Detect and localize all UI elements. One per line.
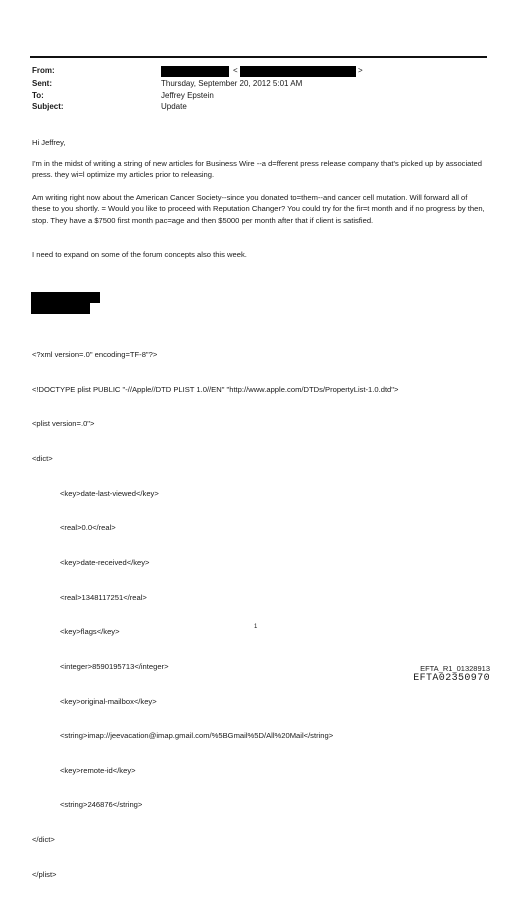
plist-doctype: <!DOCTYPE plist PUBLIC "-//Apple//DTD PLIST 1.0//EN" "http://www.apple.com/DTDs/PropertyList-1.0.dtd"> [32, 384, 399, 394]
body-paragraph-3: I need to expand on some of the forum concepts also this week. [32, 250, 247, 259]
dict-entry: <key>date-received</key> [60, 557, 150, 567]
dict-entry: <key>original-mailbox</key> [60, 696, 157, 706]
sent-value: Thursday, September 20, 2012 5:01 AM [161, 79, 303, 88]
greeting: Hi Jeffrey, [32, 138, 66, 147]
sent-label: Sent: [32, 79, 52, 88]
bates-number-primary: EFTA_R1_01328913 [420, 664, 490, 673]
dict-entry: <key>remote-id</key> [60, 765, 136, 775]
body-paragraph-2: Am writing right now about the American Cancer Society--since you donated to=them--and cancer cell mutation. Will forward all of these to you shortly. = Would you like to proceed with Reputation Changer? You could try for the fir=t month and if no progress by then, stop. They have a $7500 first month pac=age and then $5000 per month after that if client is satisfied. [32, 193, 485, 225]
from-close-bracket: > [358, 66, 363, 75]
bates-number-secondary: EFTA02350970 [413, 673, 490, 684]
plist-metadata-block [32, 326, 398, 903]
to-label: To: [32, 91, 44, 100]
dict-entry: <string>246876</string> [60, 800, 143, 810]
subject-value: Update [161, 102, 187, 111]
from-open-bracket: < [233, 66, 238, 75]
subject-label: Subject: [32, 102, 64, 111]
redacted-sender-name [161, 66, 229, 77]
dict-entry: <integer>8590195713</integer> [60, 661, 169, 671]
page-number: 1 [254, 624, 258, 630]
redacted-signature-line-2 [31, 301, 90, 314]
body-paragraph-1: I'm in the midst of writing a string of new articles for Business Wire --a d=fferent press release company that's picked up by associated press. they wi=l optimize my articles prior to releasing. [32, 159, 482, 180]
dict-entry: <string>imap://jeevacation@imap.gmail.com/%5BGmail%5D/All%20Mail</string> [60, 731, 334, 741]
plist-xml-declaration: <?xml version=.0" encoding=TF-8"?> [32, 350, 158, 360]
dict-close-tag: </dict> [32, 835, 55, 845]
plist-close-tag: </plist> [32, 869, 57, 879]
from-label: From: [32, 66, 55, 75]
to-value: Jeffrey Epstein [161, 91, 214, 100]
dict-entry: <key>flags</key> [60, 627, 120, 637]
dict-entry: <real>0.0</real> [60, 523, 116, 533]
dict-open-tag: <dict> [32, 454, 53, 464]
plist-open-tag: <plist version=.0"> [32, 419, 95, 429]
dict-entry: <key>date-last-viewed</key> [60, 488, 159, 498]
redacted-sender-email [240, 66, 356, 77]
dict-entry: <real>1348117251</real> [60, 592, 147, 602]
header-top-rule [30, 56, 487, 58]
